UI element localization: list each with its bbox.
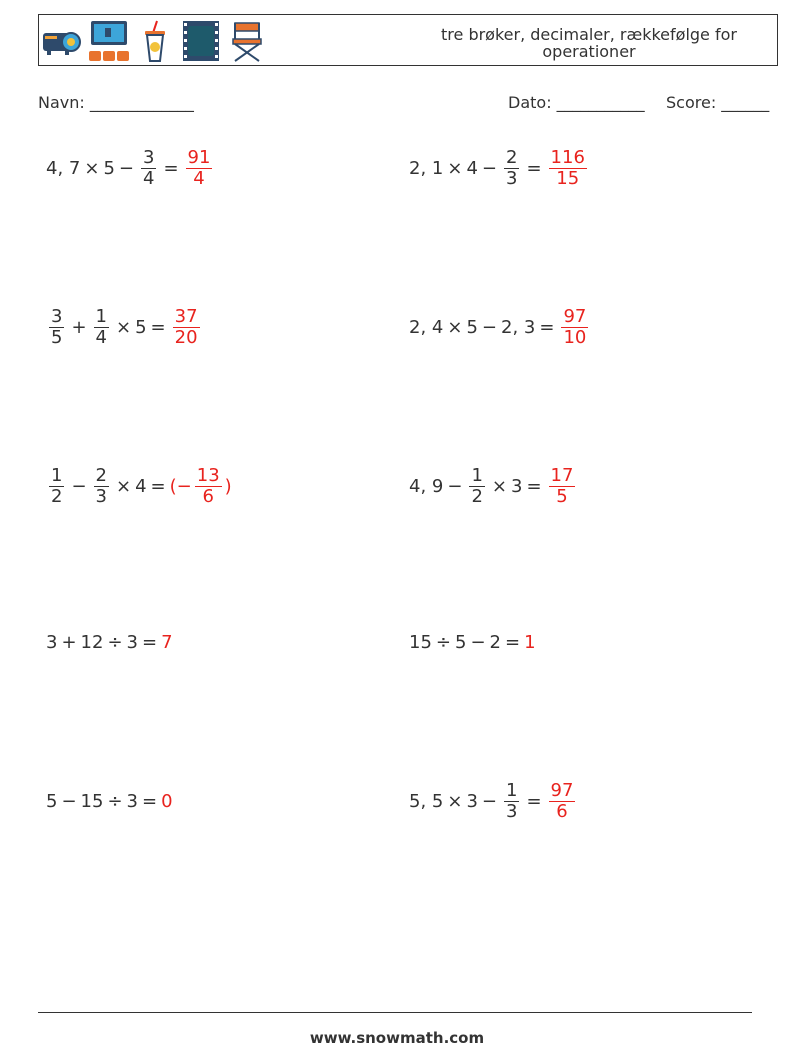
denominator: 20 — [174, 326, 198, 348]
date-field: Dato: ___________ — [508, 93, 645, 112]
operator: ÷ — [107, 790, 123, 812]
operator: − — [481, 790, 497, 812]
operator: = — [526, 157, 542, 179]
number: 3 — [126, 631, 138, 653]
numerator: 97 — [550, 779, 574, 801]
problem-4 — [409, 297, 591, 357]
operator: − — [118, 157, 134, 179]
director-chair-icon — [225, 19, 269, 63]
operator: − — [447, 475, 463, 497]
operator: × — [116, 475, 132, 497]
fraction — [469, 466, 484, 507]
numerator: 1 — [51, 464, 63, 486]
numerator: 3 — [143, 146, 155, 168]
number: 15 — [80, 790, 104, 812]
operator: = — [163, 157, 179, 179]
problem-6 — [409, 456, 578, 516]
film-strip-icon — [179, 19, 223, 63]
answer-fraction — [561, 307, 588, 348]
problem-7 — [46, 612, 173, 672]
operator: − — [71, 475, 87, 497]
number: 3 — [126, 790, 138, 812]
problem-10 — [409, 771, 578, 831]
answer — [170, 307, 203, 348]
operator: = — [526, 790, 542, 812]
denominator: 6 — [202, 485, 214, 507]
name-field: Navn: _____________ — [38, 93, 194, 112]
answer — [161, 632, 172, 653]
number: 3 — [466, 790, 478, 812]
numerator: 1 — [506, 779, 518, 801]
answer-fraction — [195, 466, 222, 507]
operator: ÷ — [107, 631, 123, 653]
number: 4 — [466, 157, 478, 179]
operator: = — [142, 790, 158, 812]
answer — [546, 148, 590, 189]
numerator: 1 — [95, 305, 107, 327]
operator: = — [526, 475, 542, 497]
fraction — [141, 148, 156, 189]
operator: − — [470, 631, 486, 653]
numerator: 17 — [550, 464, 574, 486]
numerator: 91 — [187, 146, 211, 168]
operator: = — [150, 316, 166, 338]
number: 15 — [409, 631, 432, 653]
number: 2 — [489, 631, 501, 653]
answer-paren-open: (− — [169, 475, 192, 497]
footer-url: www.snowmath.com — [309, 1029, 485, 1047]
operator: − — [61, 790, 77, 812]
fraction — [94, 466, 109, 507]
number: 2, 4 — [409, 316, 444, 338]
number: 3 — [511, 475, 523, 497]
denominator: 15 — [556, 167, 580, 189]
header-box — [38, 14, 778, 66]
answer — [558, 307, 591, 348]
operator: − — [481, 316, 497, 338]
operator: × — [447, 157, 463, 179]
answer — [183, 148, 216, 189]
operator: × — [116, 316, 132, 338]
soda-cup-icon — [133, 19, 177, 63]
fraction — [49, 466, 64, 507]
answer — [161, 791, 172, 812]
operator: × — [447, 790, 463, 812]
problem-5 — [46, 456, 232, 516]
numerator: 116 — [550, 146, 585, 168]
answer — [546, 781, 579, 822]
numerator: 2 — [95, 464, 107, 486]
problem-1 — [46, 138, 215, 198]
number: 2, 3 — [501, 316, 536, 338]
answer-fraction — [549, 781, 576, 822]
fraction — [94, 307, 109, 348]
numerator: 1 — [471, 464, 483, 486]
number: 5 — [455, 631, 467, 653]
denominator: 3 — [506, 167, 518, 189]
number: 4, 7 — [46, 157, 81, 179]
problem-3 — [46, 297, 203, 357]
projector-icon — [41, 19, 85, 63]
denominator: 10 — [563, 326, 587, 348]
denominator: 4 — [193, 167, 205, 189]
numerator: 3 — [51, 305, 63, 327]
numerator: 2 — [506, 146, 518, 168]
operator: ÷ — [435, 631, 451, 653]
answer — [524, 632, 535, 653]
number: 4, 9 — [409, 475, 444, 497]
number: 5 — [135, 316, 147, 338]
denominator: 2 — [471, 485, 483, 507]
score-field: Score: ______ — [666, 93, 770, 112]
footer-divider — [38, 1012, 752, 1013]
denominator: 5 — [556, 485, 568, 507]
fraction — [504, 148, 519, 189]
worksheet-title: tre brøker, decimaler, rækkefølge for operationer — [441, 25, 737, 61]
answer-fraction — [186, 148, 213, 189]
number: 4 — [135, 475, 147, 497]
denominator: 3 — [506, 800, 518, 822]
fraction — [49, 307, 64, 348]
operator: + — [71, 316, 87, 338]
answer-fraction — [173, 307, 200, 348]
numerator: 13 — [196, 464, 220, 486]
number: 12 — [80, 631, 104, 653]
number: 5 — [466, 316, 478, 338]
denominator: 4 — [95, 326, 107, 348]
denominator: 2 — [51, 485, 63, 507]
operator: = — [142, 631, 158, 653]
operator: = — [505, 631, 521, 653]
problem-9 — [46, 771, 173, 831]
denominator: 6 — [556, 800, 568, 822]
operator: × — [491, 475, 507, 497]
operator: + — [61, 631, 77, 653]
operator: − — [481, 157, 497, 179]
numerator: 37 — [174, 305, 198, 327]
answer-number: 0 — [161, 790, 173, 812]
answer-fraction — [549, 466, 576, 507]
operator: = — [150, 475, 166, 497]
denominator: 5 — [51, 326, 63, 348]
denominator: 3 — [95, 485, 107, 507]
number: 2, 1 — [409, 157, 444, 179]
answer-number: 7 — [161, 631, 173, 653]
number: 5, 5 — [409, 790, 444, 812]
answer — [546, 466, 579, 507]
fraction — [504, 781, 519, 822]
numerator: 97 — [563, 305, 587, 327]
answer — [170, 466, 232, 507]
answer-number: 1 — [524, 631, 536, 653]
problem-2 — [409, 138, 590, 198]
number: 5 — [103, 157, 115, 179]
cinema-screen-icon — [87, 19, 131, 63]
answer-paren-close: ) — [224, 475, 232, 497]
operator: × — [84, 157, 100, 179]
number: 5 — [46, 790, 58, 812]
number: 3 — [46, 631, 58, 653]
problem-8 — [409, 612, 536, 672]
operator: = — [539, 316, 555, 338]
denominator: 4 — [143, 167, 155, 189]
operator: × — [447, 316, 463, 338]
answer-fraction — [549, 148, 587, 189]
